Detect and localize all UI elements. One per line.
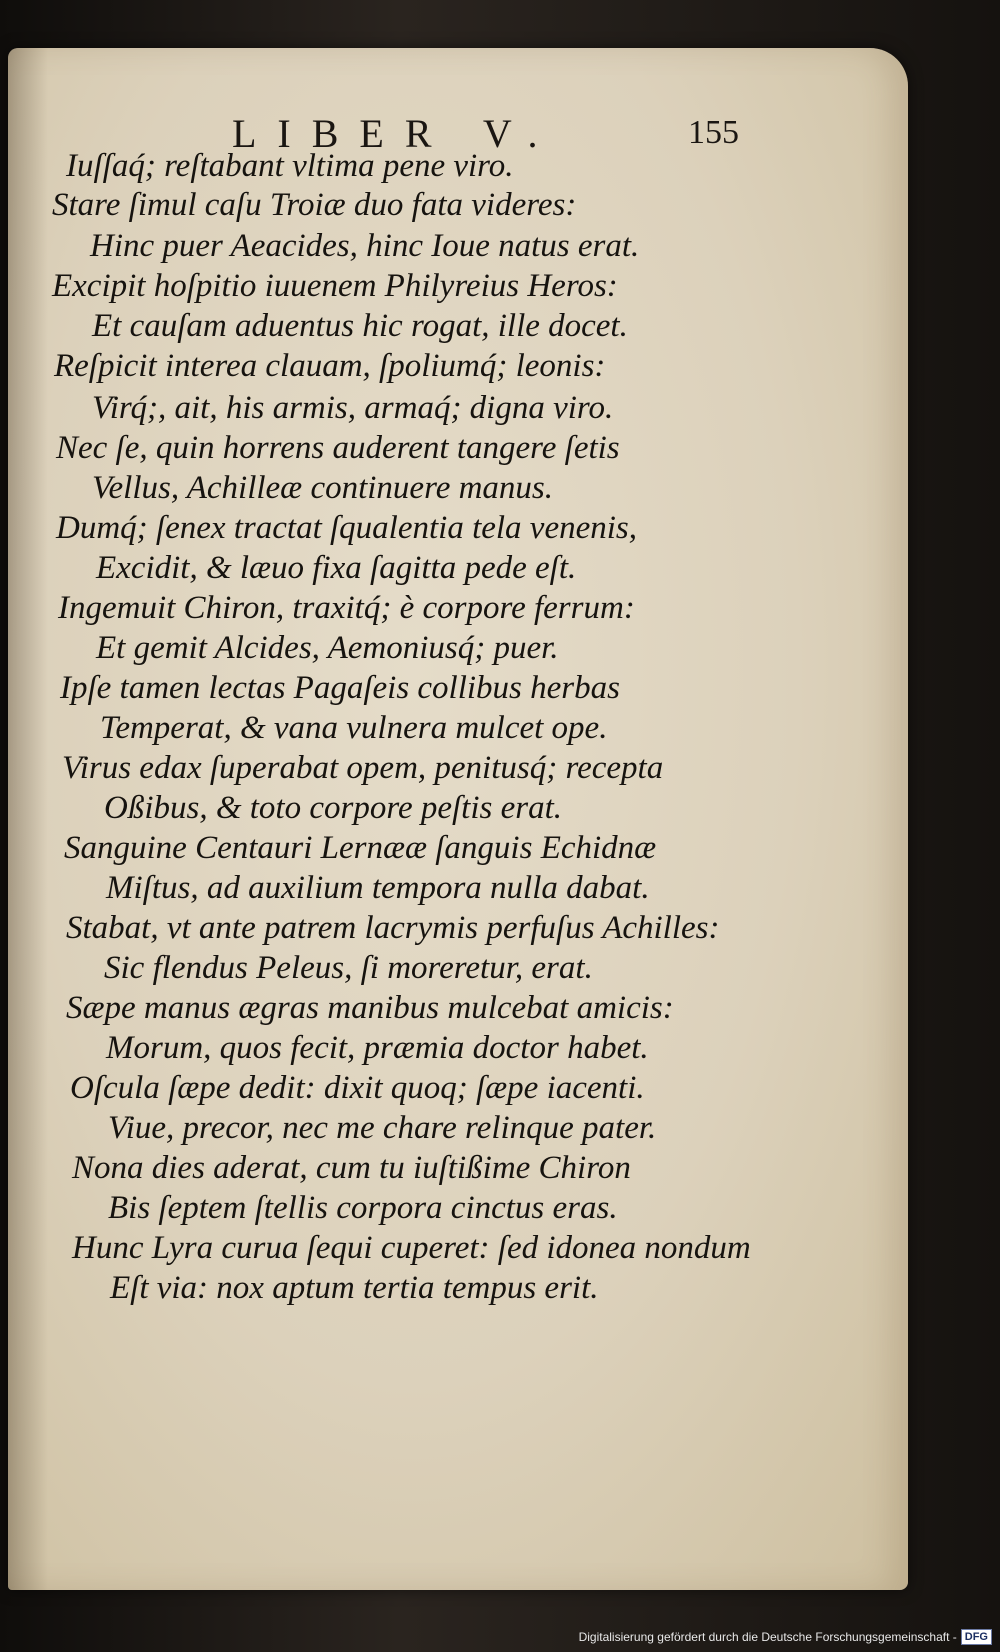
- verse-line: Excidit, & læuo fixa ſagitta pede eſt.: [96, 550, 577, 586]
- verse-line: Ipſe tamen lectas Pagaſeis collibus herbas: [60, 670, 620, 706]
- running-title: LIBER V.: [232, 111, 559, 156]
- verse-line: Miſtus, ad auxilium tempora nulla dabat.: [106, 870, 650, 906]
- verse-line: Stare ſimul caſu Troiæ duo fata videres:: [52, 187, 577, 223]
- verse-line: Ingemuit Chiron, traxitq́; è corpore ferrum:: [58, 590, 635, 626]
- verse-line: Nona dies aderat, cum tu iuſtißime Chiron: [72, 1150, 631, 1186]
- verse-line: Virus edax ſuperabat opem, penitusq́; recepta: [62, 750, 664, 786]
- digitization-credit: [579, 1626, 992, 1648]
- verse-line: Morum, quos fecit, præmia doctor habet.: [106, 1030, 649, 1066]
- verse-line: Sanguine Centauri Lernææ ſanguis Echidnæ: [64, 830, 657, 866]
- verse-line: Vellus, Achilleæ continuere manus.: [92, 470, 554, 506]
- verse-block: [8, 48, 908, 1590]
- verse-line: Bis ſeptem ſtellis corpora cinctus eras.: [108, 1190, 618, 1226]
- dfg-logo: DFG: [961, 1629, 992, 1645]
- verse-line: Reſpicit interea clauam, ſpoliumq́; leonis:: [54, 348, 606, 384]
- verse-line: Sic flendus Peleus, ſi moreretur, erat.: [104, 950, 593, 986]
- verse-line: Oſcula ſæpe dedit: dixit quoq; ſæpe iacenti.: [70, 1070, 645, 1106]
- verse-line: Stabat, vt ante patrem lacrymis perfuſus Achilles:: [66, 910, 720, 946]
- verse-line: Viue, precor, nec me chare relinque pater.: [108, 1110, 657, 1146]
- verse-line: Iuſſaq́; reſtabant vltima pene viro.: [66, 148, 514, 184]
- verse-line: Et gemit Alcides, Aemoniusq́; puer.: [96, 630, 559, 666]
- verse-line: Temperat, & vana vulnera mulcet ope.: [100, 710, 608, 746]
- page-number: 155: [688, 114, 739, 151]
- verse-line: Sæpe manus ægras manibus mulcebat amicis:: [66, 990, 674, 1026]
- credit-text: Digitalisierung gefördert durch die Deutsche Forschungsgemeinschaft -: [578, 1630, 957, 1644]
- verse-line: Oßibus, & toto corpore peſtis erat.: [104, 790, 563, 826]
- verse-line: Et cauſam aduentus hic rogat, ille docet.: [92, 308, 628, 344]
- verse-line: Hunc Lyra curua ſequi cuperet: ſed idonea nondum: [72, 1230, 751, 1266]
- verse-line: Excipit hoſpitio iuuenem Philyreius Heros:: [52, 268, 618, 304]
- book-page: [8, 48, 908, 1590]
- verse-line: Virq́;, ait, his armis, armaq́; digna viro.: [92, 390, 614, 426]
- verse-line: Nec ſe, quin horrens auderent tangere ſetis: [56, 430, 620, 466]
- verse-line: Eſt via: nox aptum tertia tempus erit.: [110, 1270, 599, 1306]
- verse-line: Hinc puer Aeacides, hinc Ioue natus erat.: [90, 228, 640, 264]
- verse-line: Dumq́; ſenex tractat ſqualentia tela venenis,: [56, 510, 638, 546]
